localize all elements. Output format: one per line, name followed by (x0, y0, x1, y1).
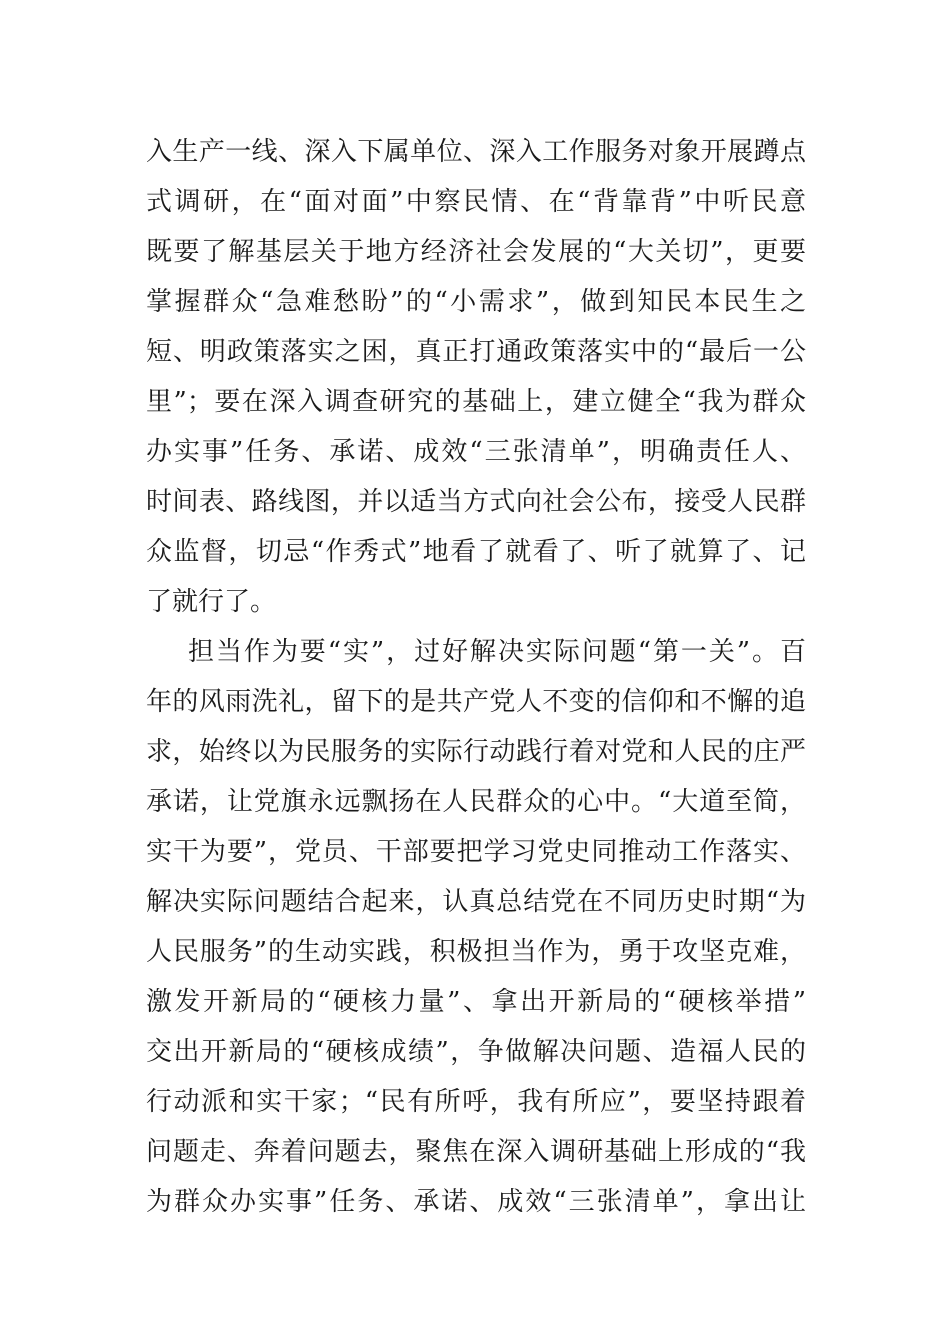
text-line: 办实事”任务、承诺、成效“三张清单”，明确责任人、 (146, 437, 806, 467)
paragraph-first-line: 担当作为要“实”，过好解决实际问题“第一关”。百 (188, 637, 806, 667)
text-line: 了就行了。 (146, 587, 277, 617)
text-line: 入生产一线、深入下属单位、深入工作服务对象开展蹲点 (146, 137, 806, 167)
text-line: 人民服务”的生动实践，积极担当作为，勇于攻坚克难， (146, 937, 806, 967)
text-line: 短、明政策落实之困，真正打通政策落实中的“最后一公 (146, 337, 806, 367)
text-line: 掌握群众“急难愁盼”的“小需求”，做到知民本民生之 (146, 287, 806, 317)
text-line: 众监督，切忌“作秀式”地看了就看了、听了就算了、记 (146, 537, 806, 567)
body-text (146, 127, 806, 1227)
text-line: 承诺，让党旗永远飘扬在人民群众的心中。“大道至简， (146, 787, 806, 817)
text-line: 时间表、路线图，并以适当方式向社会公布，接受人民群 (146, 487, 806, 517)
text-line: 求，始终以为民服务的实际行动践行着对党和人民的庄严 (146, 737, 806, 767)
text-line: 既要了解基层关于地方经济社会发展的“大关切”，更要 (146, 237, 806, 267)
text-line: 实干为要”，党员、干部要把学习党史同推动工作落实、 (146, 837, 806, 867)
text-line: 年的风雨洗礼，留下的是共产党人不变的信仰和不懈的追 (146, 687, 806, 717)
text-line: 解决实际问题结合起来，认真总结党在不同历史时期“为 (146, 887, 806, 917)
text-line: 式调研，在“面对面”中察民情、在“背靠背”中听民意 (146, 187, 806, 217)
text-line: 里”；要在深入调查研究的基础上，建立健全“我为群众 (146, 387, 806, 417)
text-line: 行动派和实干家；“民有所呼，我有所应”，要坚持跟着 (146, 1087, 806, 1117)
text-line: 交出开新局的“硬核成绩”，争做解决问题、造福人民的 (146, 1037, 806, 1067)
text-line: 为群众办实事”任务、承诺、成效“三张清单”，拿出让 (146, 1187, 806, 1217)
text-line: 问题走、奔着问题去，聚焦在深入调研基础上形成的“我 (146, 1137, 806, 1167)
text-line: 激发开新局的“硬核力量”、拿出开新局的“硬核举措” (146, 987, 806, 1017)
